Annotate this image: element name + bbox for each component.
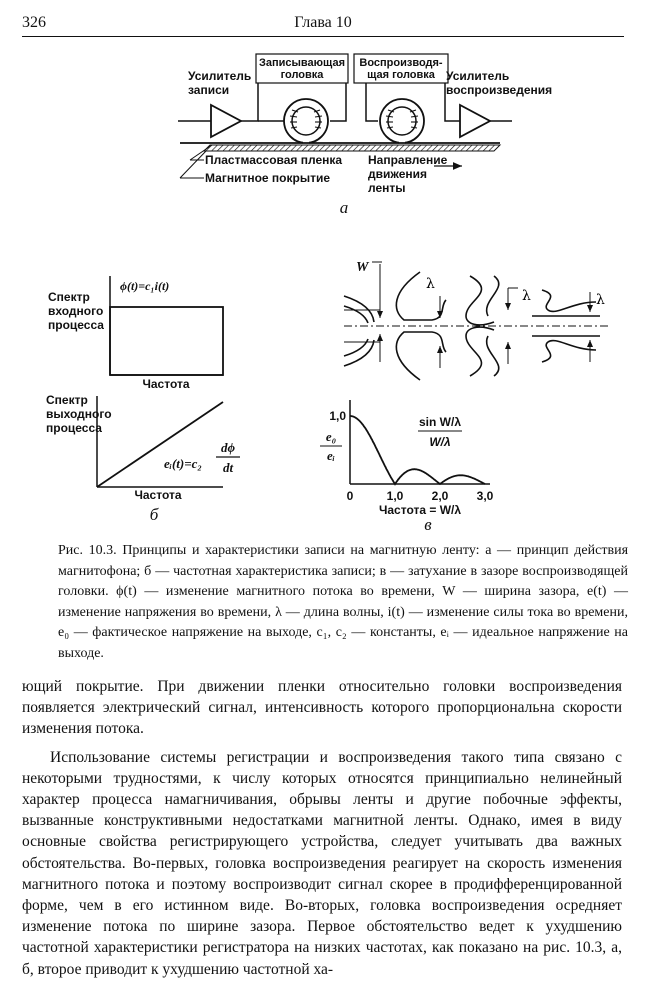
page-number: 326: [22, 14, 46, 31]
output-spectrum-label-1: Спектр: [46, 393, 88, 407]
x-tick-0: 0: [346, 489, 354, 503]
w-label: W: [356, 260, 369, 275]
x-tick-2: 2,0: [431, 489, 449, 503]
tape-coating: [204, 145, 500, 151]
input-spectrum-label-3: процесса: [48, 318, 104, 332]
lambda-label-1: λ: [426, 276, 435, 292]
direction-label-2: движения: [368, 167, 428, 181]
attenuation-chart: [320, 400, 494, 534]
play-head-label-1: Воспроизводя-: [359, 57, 443, 69]
play-amplifier-triangle: [460, 105, 490, 137]
play-amp-label-1: Усилитель: [446, 69, 510, 83]
output-formula-num: dϕ: [220, 440, 236, 455]
chart-xlabel: Частота = W/λ: [378, 503, 462, 517]
lambda-label-2: λ: [522, 288, 531, 304]
rising-spectrum: [97, 402, 223, 487]
record-head: [284, 99, 328, 144]
gap-field-diagram: [344, 260, 610, 380]
caption-text: Принципы и характеристики записи на магнитную ленту: а — принцип действия магнитофона; б — частотная характеристика записи; в — затухание в зазоре воспроизводящей головки. ϕ(t) — изменение магнитного потока во времени, W — ширина зазора, e(t) — изменение напряжения во времени, λ — длина волны, i(t) — изменение силы тока во времени, e₀ — фактическое напряжение на выходе, c₁, c₂ — константы, eᵢ — идеальное напряжение на выходе.: [58, 543, 629, 661]
panel-b-label: б: [149, 505, 159, 524]
flat-spectrum: [110, 307, 223, 375]
chapter-title: Глава 10: [294, 14, 352, 31]
x-tick-3: 3,0: [476, 489, 494, 503]
output-spectrum-label-2: выходного: [46, 407, 112, 421]
input-spectrum-label-2: входного: [48, 304, 104, 318]
curve-label-den: W/λ: [429, 435, 451, 449]
x-tick-1: 1,0: [386, 489, 404, 503]
play-head-label-2: щая головка: [367, 69, 435, 81]
ylabel-num: e₀: [325, 429, 337, 444]
coating-label: Магнитное покрытие: [205, 171, 330, 185]
caption-prefix: Рис. 10.3.: [58, 543, 117, 558]
play-head: [380, 99, 424, 144]
paragraph-1: ющий покрытие. При движении пленки относительно головки воспроизведения появляется электрический сигнал, интенсивность которого пропорциональна скорости изменения потока.: [22, 678, 622, 738]
play-amp-label-2: воспроизведения: [446, 83, 553, 97]
curve-label-num: sin W/λ: [418, 415, 462, 429]
direction-label-3: ленты: [368, 181, 406, 195]
record-amp-label-2: записи: [188, 83, 230, 97]
lambda-label-3: λ: [596, 292, 605, 308]
output-spectrum-label-3: процесса: [46, 421, 102, 435]
input-spectrum-label-1: Спектр: [48, 290, 90, 304]
input-formula: ϕ(t)=c₁i(t): [120, 279, 170, 293]
output-formula-den: dt: [222, 460, 234, 475]
figure-c: [320, 260, 610, 534]
output-formula-left: eᵢ(t)=c₂: [164, 456, 202, 471]
ylabel-den: eᵢ: [327, 448, 335, 463]
record-amp-label-1: Усилитель: [188, 69, 252, 83]
record-head-label-2: головка: [280, 69, 324, 81]
figure-b: [46, 276, 240, 524]
figure-caption: [58, 541, 628, 664]
top-xlabel: Частота: [142, 377, 190, 391]
figure-a: [178, 54, 552, 217]
direction-label-1: Направление: [368, 153, 448, 167]
paragraph-2: Использование системы регистрации и воспроизведения такого типа связано с некоторыми трудностями, к числу которых относятся принципиально нелинейный характер процесса намагничивания, обрывы ленты и другие побочные эффекты, вызванные конструктивными недостатками магнитной ленты. Однако, имея в виду основные свойства регистрирующего устройства, следует учитывать два важных обстоятельства. Во-первых, головка воспроизведения реагирует на скорость изменения магнитного потока и поэтому воспроизводит сигнал скорее в продифференцированной форме, чем в его истинном виде. Во-вторых, головка воспроизведения осредняет изменение потока по ширине зазора. Первое обстоятельство ведет к ухудшению частотной характеристики регистратора на низких частотах, как показано на рис. 10.3, а, б, второе приводит к ухудшению частотной ха-: [22, 748, 622, 978]
body-text: [22, 676, 622, 987]
film-label: Пластмассовая пленка: [205, 153, 343, 167]
bottom-xlabel: Частота: [134, 488, 182, 502]
panel-c-label: в: [424, 515, 432, 534]
panel-a-label: а: [339, 198, 349, 217]
y-tick-1: 1,0: [329, 409, 346, 423]
record-amplifier-triangle: [211, 105, 241, 137]
record-head-label-1: Записывающая: [258, 57, 346, 69]
sinc-curve: [350, 416, 485, 484]
